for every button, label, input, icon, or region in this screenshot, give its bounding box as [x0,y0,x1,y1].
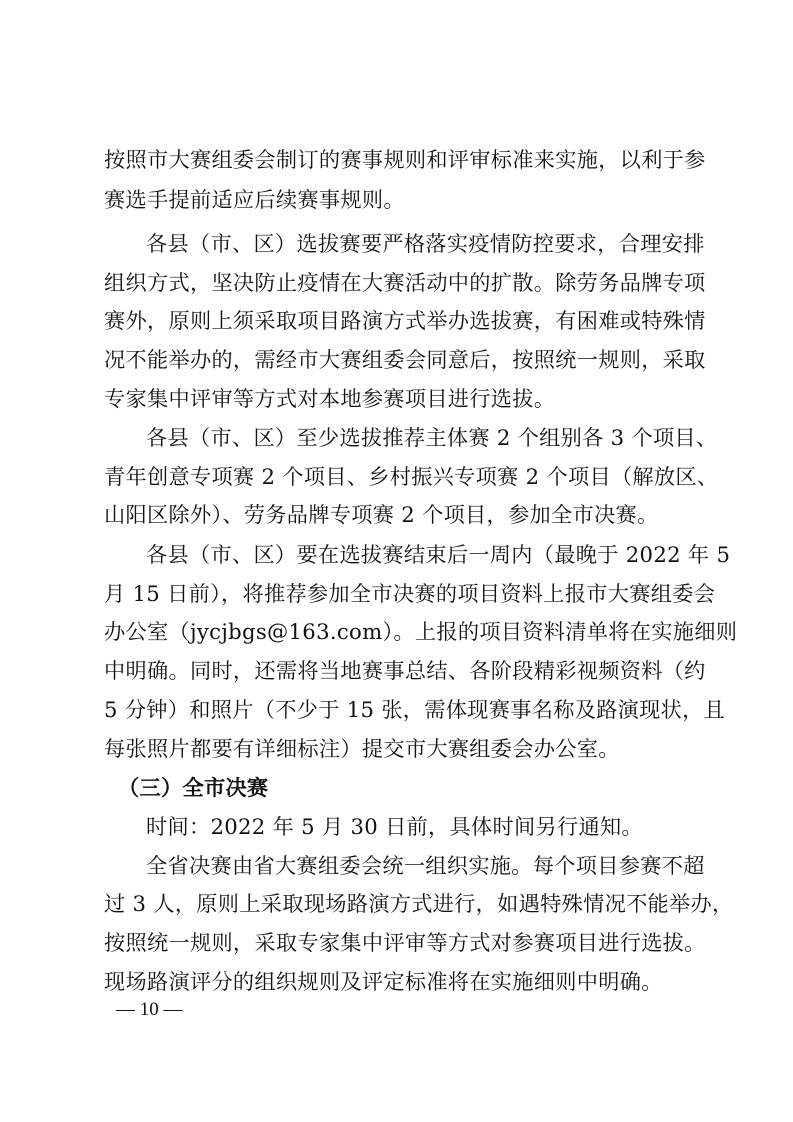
paragraph-line: 中明确。同时，还需将当地赛事总结、各阶段精彩视频资料（约 [104,658,706,683]
paragraph-line: 山阳区除外）、劳务品牌专项赛 2 个项目，参加全市决赛。 [104,502,659,527]
section-heading: （三）全市决赛 [118,775,269,800]
paragraph-line: 现场路演评分的组织规则及评定标准将在实施细则中明确。 [104,969,663,994]
paragraph-line: 按照市大赛组委会制订的赛事规则和评审标准来实施，以利于参 [104,147,706,172]
paragraph-line: 专家集中评审等方式对本地参赛项目进行选拔。 [104,386,556,411]
paragraph-line: 按照统一规则，采取专家集中评审等方式对参赛项目进行选拔。 [104,930,706,955]
paragraph-line: 5 分钟）和照片（不少于 15 张，需体现赛事名称及路演现状，且 [104,697,726,722]
paragraph-line: 过 3 人，原则上采取现场路演方式进行，如遇特殊情况不能举办， [104,891,734,916]
paragraph-line: 各县（市、区）要在选拔赛结束后一周内（最晚于 2022 年 5 [146,542,731,567]
paragraph-line: 办公室（jycjbgs@163.com）。上报的项目资料清单将在实施细则 [104,619,738,644]
paragraph-line: 赛外，原则上须采取项目路演方式举办选拔赛，有困难或特殊情 [104,308,706,333]
paragraph-line: 各县（市、区）选拔赛要严格落实疫情防控要求，合理安排 [146,231,705,256]
paragraph-line: 青年创意专项赛 2 个项目、乡村振兴专项赛 2 个项目（解放区、 [104,464,719,489]
paragraph-line: 组织方式，坚决防止疫情在大赛活动中的扩散。除劳务品牌专项 [104,270,706,295]
paragraph-line: 月 15 日前），将推荐参加全市决赛的项目资料上报市大赛组委会 [104,581,716,606]
paragraph-line: 赛选手提前适应后续赛事规则。 [104,187,405,212]
paragraph-line: 每张照片都要有详细标注）提交市大赛组委会办公室。 [104,736,620,761]
paragraph-line: 时间：2022 年 5 月 30 日前，具体时间另行通知。 [146,814,643,839]
page-number: — 10 — [116,999,183,1020]
paragraph-line: 各县（市、区）至少选拔推荐主体赛 2 个组别各 3 个项目、 [146,425,718,450]
paragraph-line: 况不能举办的，需经市大赛组委会同意后，按照统一规则，采取 [104,347,706,372]
paragraph-line: 全省决赛由省大赛组委会统一组织实施。每个项目参赛不超 [146,853,705,878]
